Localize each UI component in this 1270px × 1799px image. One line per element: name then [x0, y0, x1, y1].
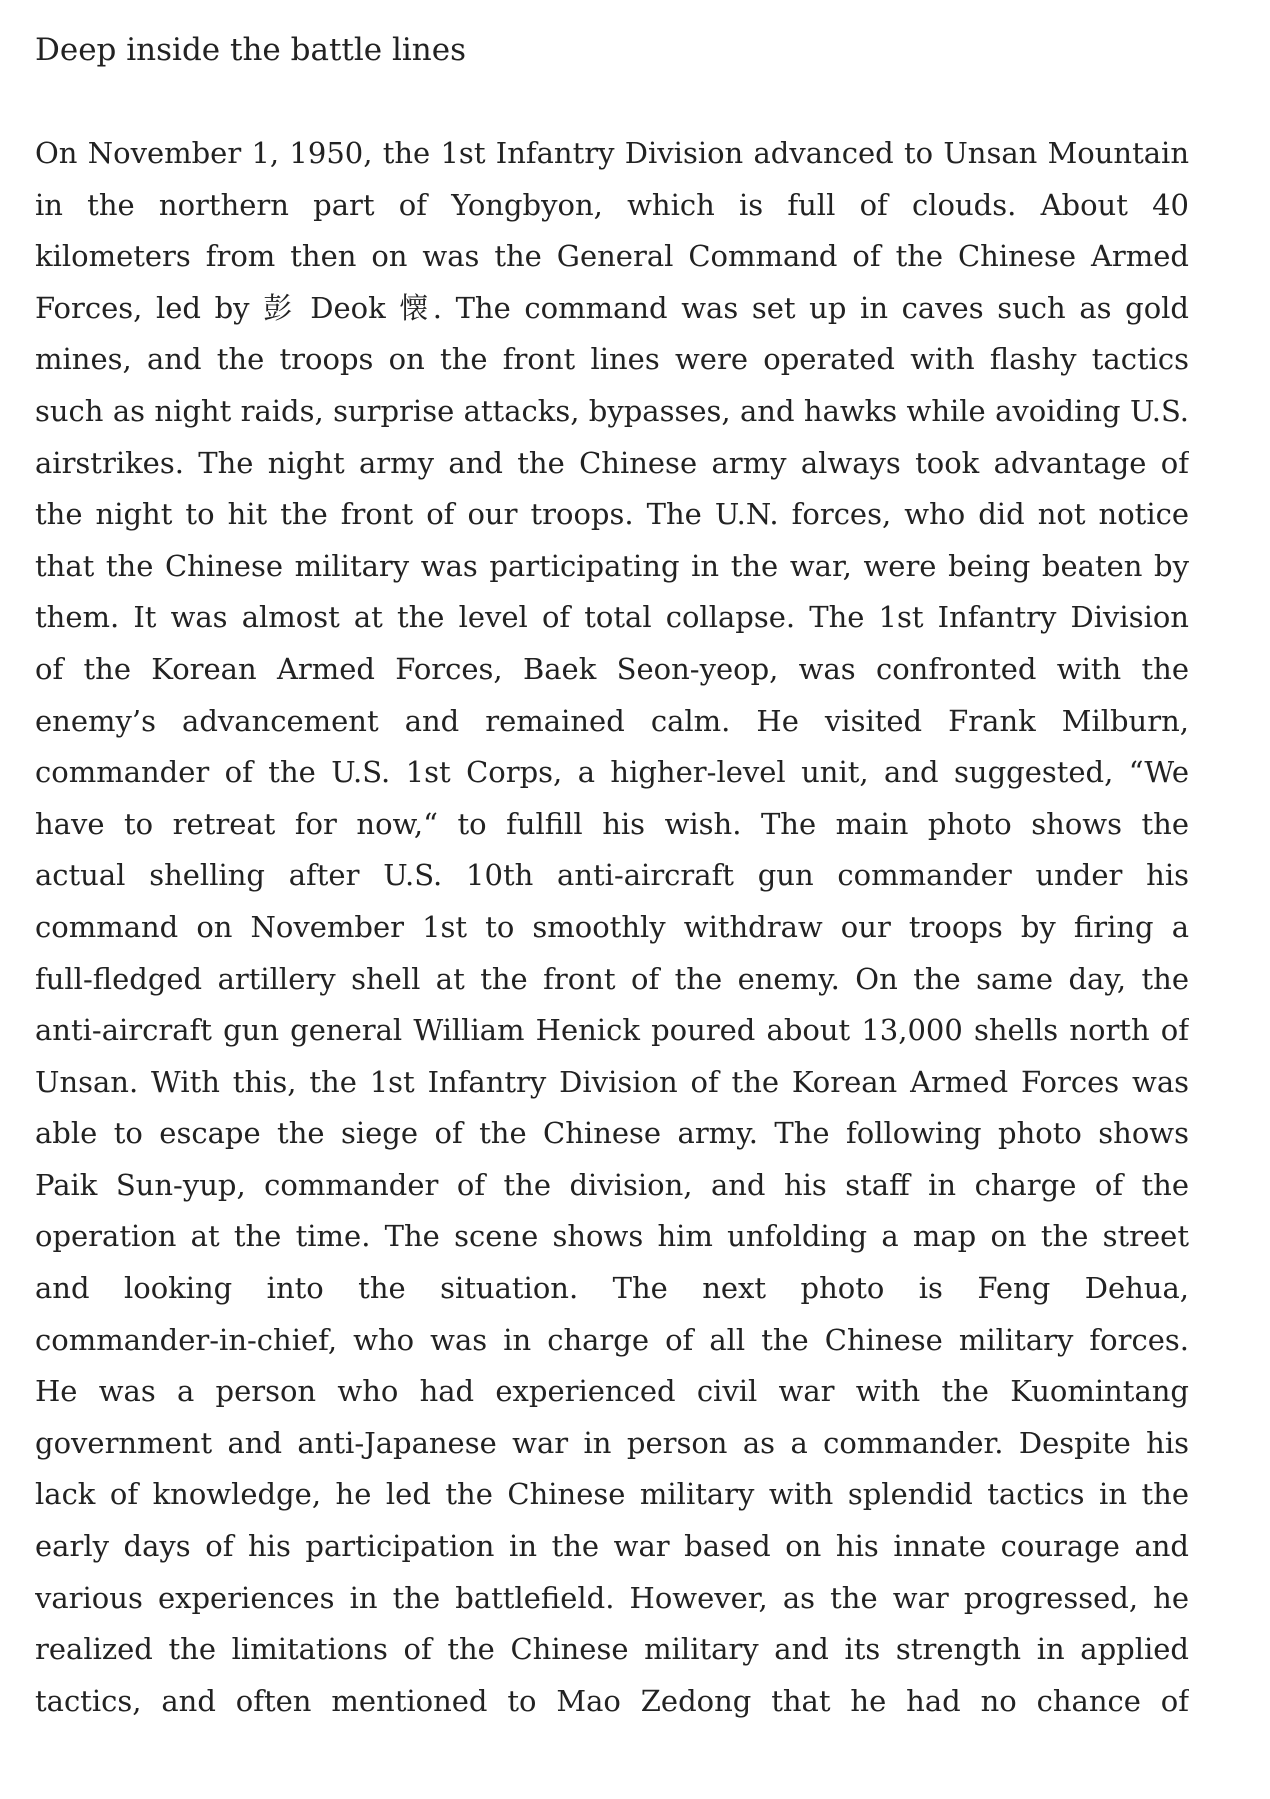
text-line: of the Korean Armed Forces, Baek Seon-yeop, was confronted with the — [35, 651, 1189, 686]
text-line: Paik Sun-yup, commander of the division, and his staff in charge of the — [35, 1167, 1189, 1202]
text-line: anti-aircraft gun general William Henick poured about 13,000 shells north of — [35, 1013, 1189, 1048]
text-line: able to escape the siege of the Chinese army. The following photo shows — [35, 1116, 1189, 1151]
text-line: enemy’s advancement and remained calm. He visited Frank Milburn, — [35, 703, 1189, 738]
text-line: Forces, led by 彭 Deok 懐. The command was set up in caves such as gold — [35, 290, 1189, 325]
text-line: tactics, and often mentioned to Mao Zedong that he had no chance of — [35, 1683, 1189, 1718]
text-line: On November 1, 1950, the 1st Infantry Division advanced to Unsan Mountain — [35, 136, 1189, 170]
text-line: government and anti-Japanese war in person as a commander. Despite his — [35, 1425, 1189, 1460]
text-line: full-fledged artillery shell at the front of the enemy. On the same day, the — [35, 961, 1189, 996]
text-line: such as night raids, surprise attacks, bypasses, and hawks while avoiding U.S. — [35, 393, 1189, 428]
text-line: airstrikes. The night army and the Chinese army always took advantage of — [35, 445, 1189, 480]
text-line: early days of his participation in the war based on his innate courage and — [35, 1529, 1189, 1564]
text-line: them. It was almost at the level of total collapse. The 1st Infantry Division — [35, 600, 1189, 635]
text-line: that the Chinese military was participating in the war, were being beaten by — [35, 548, 1189, 583]
text-line: kilometers from then on was the General Command of the Chinese Armed — [35, 239, 1189, 274]
text-line: have to retreat for now,“ to fulfill his wish. The main photo shows the — [35, 806, 1189, 841]
document-title: Deep inside the battle lines — [35, 32, 467, 68]
text-line: various experiences in the battlefield. However, as the war progressed, he — [35, 1580, 1189, 1615]
text-line: and looking into the situation. The next photo is Feng Dehua, — [35, 1271, 1189, 1306]
text-line: actual shelling after U.S. 10th anti-aircraft gun commander under his — [35, 858, 1189, 893]
text-line: commander-in-chief, who was in charge of all the Chinese military forces. — [35, 1322, 1189, 1357]
text-line: command on November 1st to smoothly withdraw our troops by firing a — [35, 909, 1189, 944]
text-line: realized the limitations of the Chinese military and its strength in applied — [35, 1632, 1189, 1667]
text-line: in the northern part of Yongbyon, which is full of clouds. About 40 — [35, 187, 1189, 222]
text-line: operation at the time. The scene shows him unfolding a map on the street — [35, 1219, 1189, 1254]
text-line: lack of knowledge, he led the Chinese military with splendid tactics in the — [35, 1477, 1189, 1512]
body-paragraph — [35, 128, 1189, 1727]
text-line: mines, and the troops on the front lines were operated with flashy tactics — [35, 342, 1189, 377]
text-line: commander of the U.S. 1st Corps, a higher-level unit, and suggested, “We — [35, 755, 1189, 790]
text-line: Unsan. With this, the 1st Infantry Division of the Korean Armed Forces was — [35, 1064, 1189, 1099]
text-line: He was a person who had experienced civil war with the Kuomintang — [35, 1374, 1189, 1409]
text-line: the night to hit the front of our troops. The U.N. forces, who did not notice — [35, 497, 1189, 532]
